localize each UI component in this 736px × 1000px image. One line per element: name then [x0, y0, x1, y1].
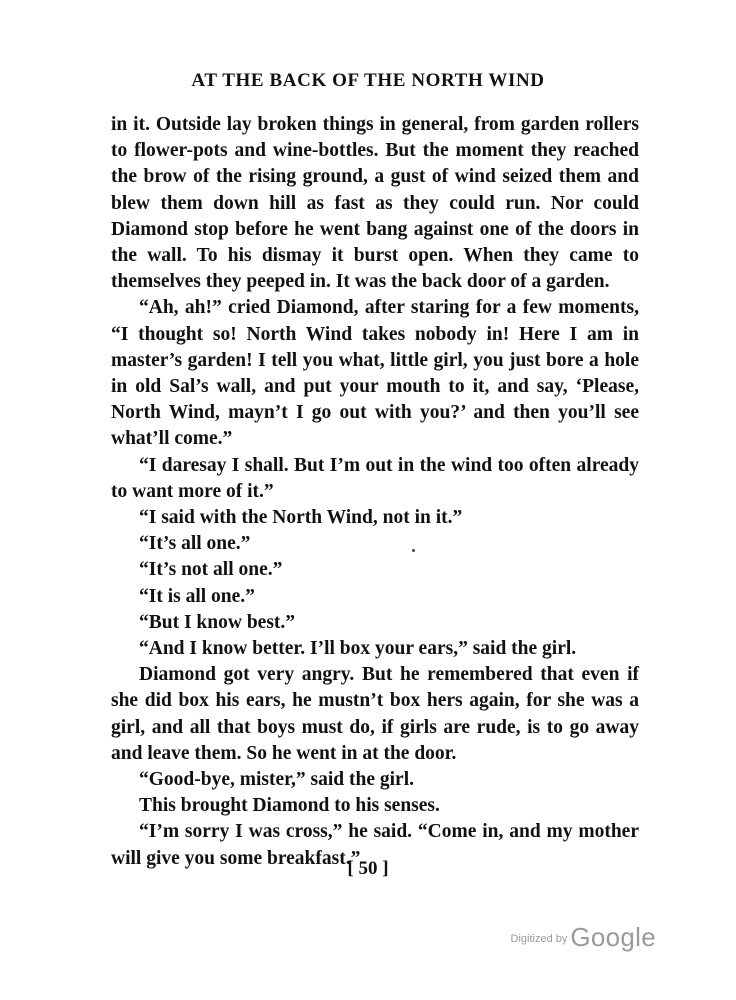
paragraph: in it. Outside lay broken things in general, from garden rollers to flower-pots and wine-bottles. But the moment they reached the brow of the rising ground, a gust of wind seized them and blew them down hill as fast as they could run. Nor could Diamond stop before he went bang against one of the doors in the wall. To his dismay it burst open. When they came to themselves they peeped in. It was the back door of a garden. — [111, 114, 639, 293]
paragraph: Diamond got very angry. But he remembered that even if she did box his ears, he mustn’t box hers again, for she was a girl, and all that boys must do, if girls are rude, is to go away and leave them. So he went in at the door. — [111, 664, 639, 764]
page-number: [ 50 ] — [347, 858, 389, 879]
paragraph: “But I know best.” — [139, 611, 296, 633]
ink-speck — [412, 549, 415, 552]
paragraph: “It’s not all one.” — [139, 559, 283, 581]
paragraph: “Ah, ah!” cried Diamond, after staring for a few moments, “I thought so! North Wind takes nobody in! Here I am in master’s garden! I tell you what, little girl, you just bore a hole in old Sal’s wall, and put your mouth to it, and say, ‘Please, North Wind, mayn’t I go out with you?’ and then you’ll see what’ll come.” — [111, 297, 639, 450]
google-logo: Google — [570, 922, 656, 952]
paragraph: “I said with the North Wind, not in it.” — [139, 507, 463, 529]
paragraph: “I daresay I shall. But I’m out in the wind too often already to want more of it.” — [111, 454, 639, 502]
digitized-watermark — [511, 922, 657, 953]
running-head-title: AT THE BACK OF THE NORTH WIND — [191, 70, 545, 91]
paragraph: “I’m sorry I was cross,” he said. “Come in, and my mother will give you some breakfast.” — [111, 821, 639, 869]
paragraph: “It’s all one.” — [139, 533, 251, 555]
paragraph: This brought Diamond to his senses. — [139, 795, 440, 817]
paragraph: “Good-bye, mister,” said the girl. — [139, 769, 414, 791]
paragraph: “And I know better. I’ll box your ears,” said the girl. — [139, 638, 577, 660]
body-text — [111, 112, 639, 872]
watermark-prefix: Digitized by — [510, 933, 568, 945]
paragraph: “It is all one.” — [139, 585, 255, 607]
